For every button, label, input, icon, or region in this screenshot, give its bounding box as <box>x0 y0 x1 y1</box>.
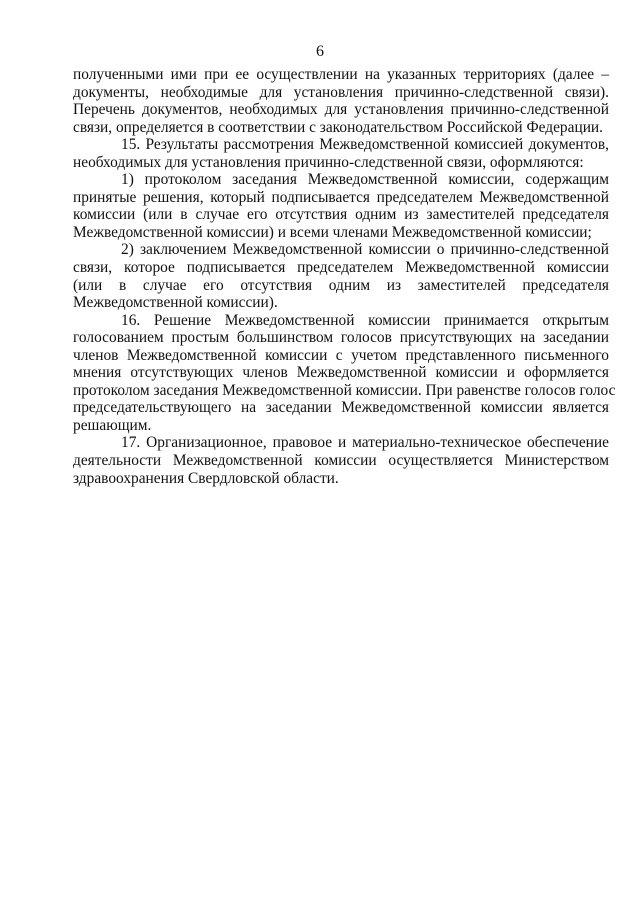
page-number: 6 <box>316 43 324 60</box>
paragraph <box>73 136 609 171</box>
paragraph <box>73 241 609 311</box>
text-line: Перечень документов, необходимых для установления причинно-следственной <box>73 101 609 119</box>
text-line: (или в случае его отсутствия одним из заместителей председателя <box>73 276 609 294</box>
text-line: связи, определяется в соответствии с законодательством Российской Федерации. <box>73 118 604 136</box>
text-line: мнения отсутствующих членов Межведомственной комиссии и оформляется <box>73 364 609 382</box>
text-line: 2) заключением Межведомственной комиссии о причинно-следственной <box>121 241 609 259</box>
text-line: принятые решения, который подписывается председателем Межведомственной <box>73 188 609 206</box>
text-line: председательствующего на заседании Межведомственной комиссии является <box>73 399 609 417</box>
text-line: протоколом заседания Межведомственной комиссии. При равенстве голосов голос <box>73 381 616 399</box>
paragraph <box>73 311 616 435</box>
text-line: 15. Результаты рассмотрения Межведомственной комиссией документов, <box>121 136 609 154</box>
paragraph <box>73 171 609 241</box>
text-line: 16. Решение Межведомственной комиссии принимается открытым <box>121 311 609 329</box>
text-line: Межведомственной комиссии) и всеми членами Межведомственной комиссии; <box>73 223 592 241</box>
text-line: здравоохранения Свердловской области. <box>73 469 339 487</box>
text-line: 1) протоколом заседания Межведомственной комиссии, содержащим <box>121 171 609 189</box>
text-line: Межведомственной комиссии). <box>73 294 278 312</box>
document-body <box>73 66 616 487</box>
text-line: комиссии (или в случае его отсутствия одним из заместителей председателя <box>73 206 609 224</box>
text-line: голосованием простым большинством голосов присутствующих на заседании <box>73 329 609 347</box>
text-line: документы, необходимые для установления причинно-следственной связи). <box>73 83 609 101</box>
text-line: связи, которое подписывается председателем Межведомственной комиссии <box>73 259 609 277</box>
text-line: необходимых для установления причинно-следственной связи, оформляются: <box>73 153 584 171</box>
text-line: решающим. <box>73 416 152 434</box>
paragraph <box>73 66 609 136</box>
text-line: 17. Организационное, правовое и материально-техническое обеспечение <box>121 434 609 452</box>
text-line: полученными ими при ее осуществлении на указанных территориях (далее – <box>73 66 609 83</box>
text-line: деятельности Межведомственной комиссии осуществляется Министерством <box>73 452 609 470</box>
text-line: членов Межведомственной комиссии с учетом представленного письменного <box>73 346 609 364</box>
paragraph <box>73 434 609 487</box>
